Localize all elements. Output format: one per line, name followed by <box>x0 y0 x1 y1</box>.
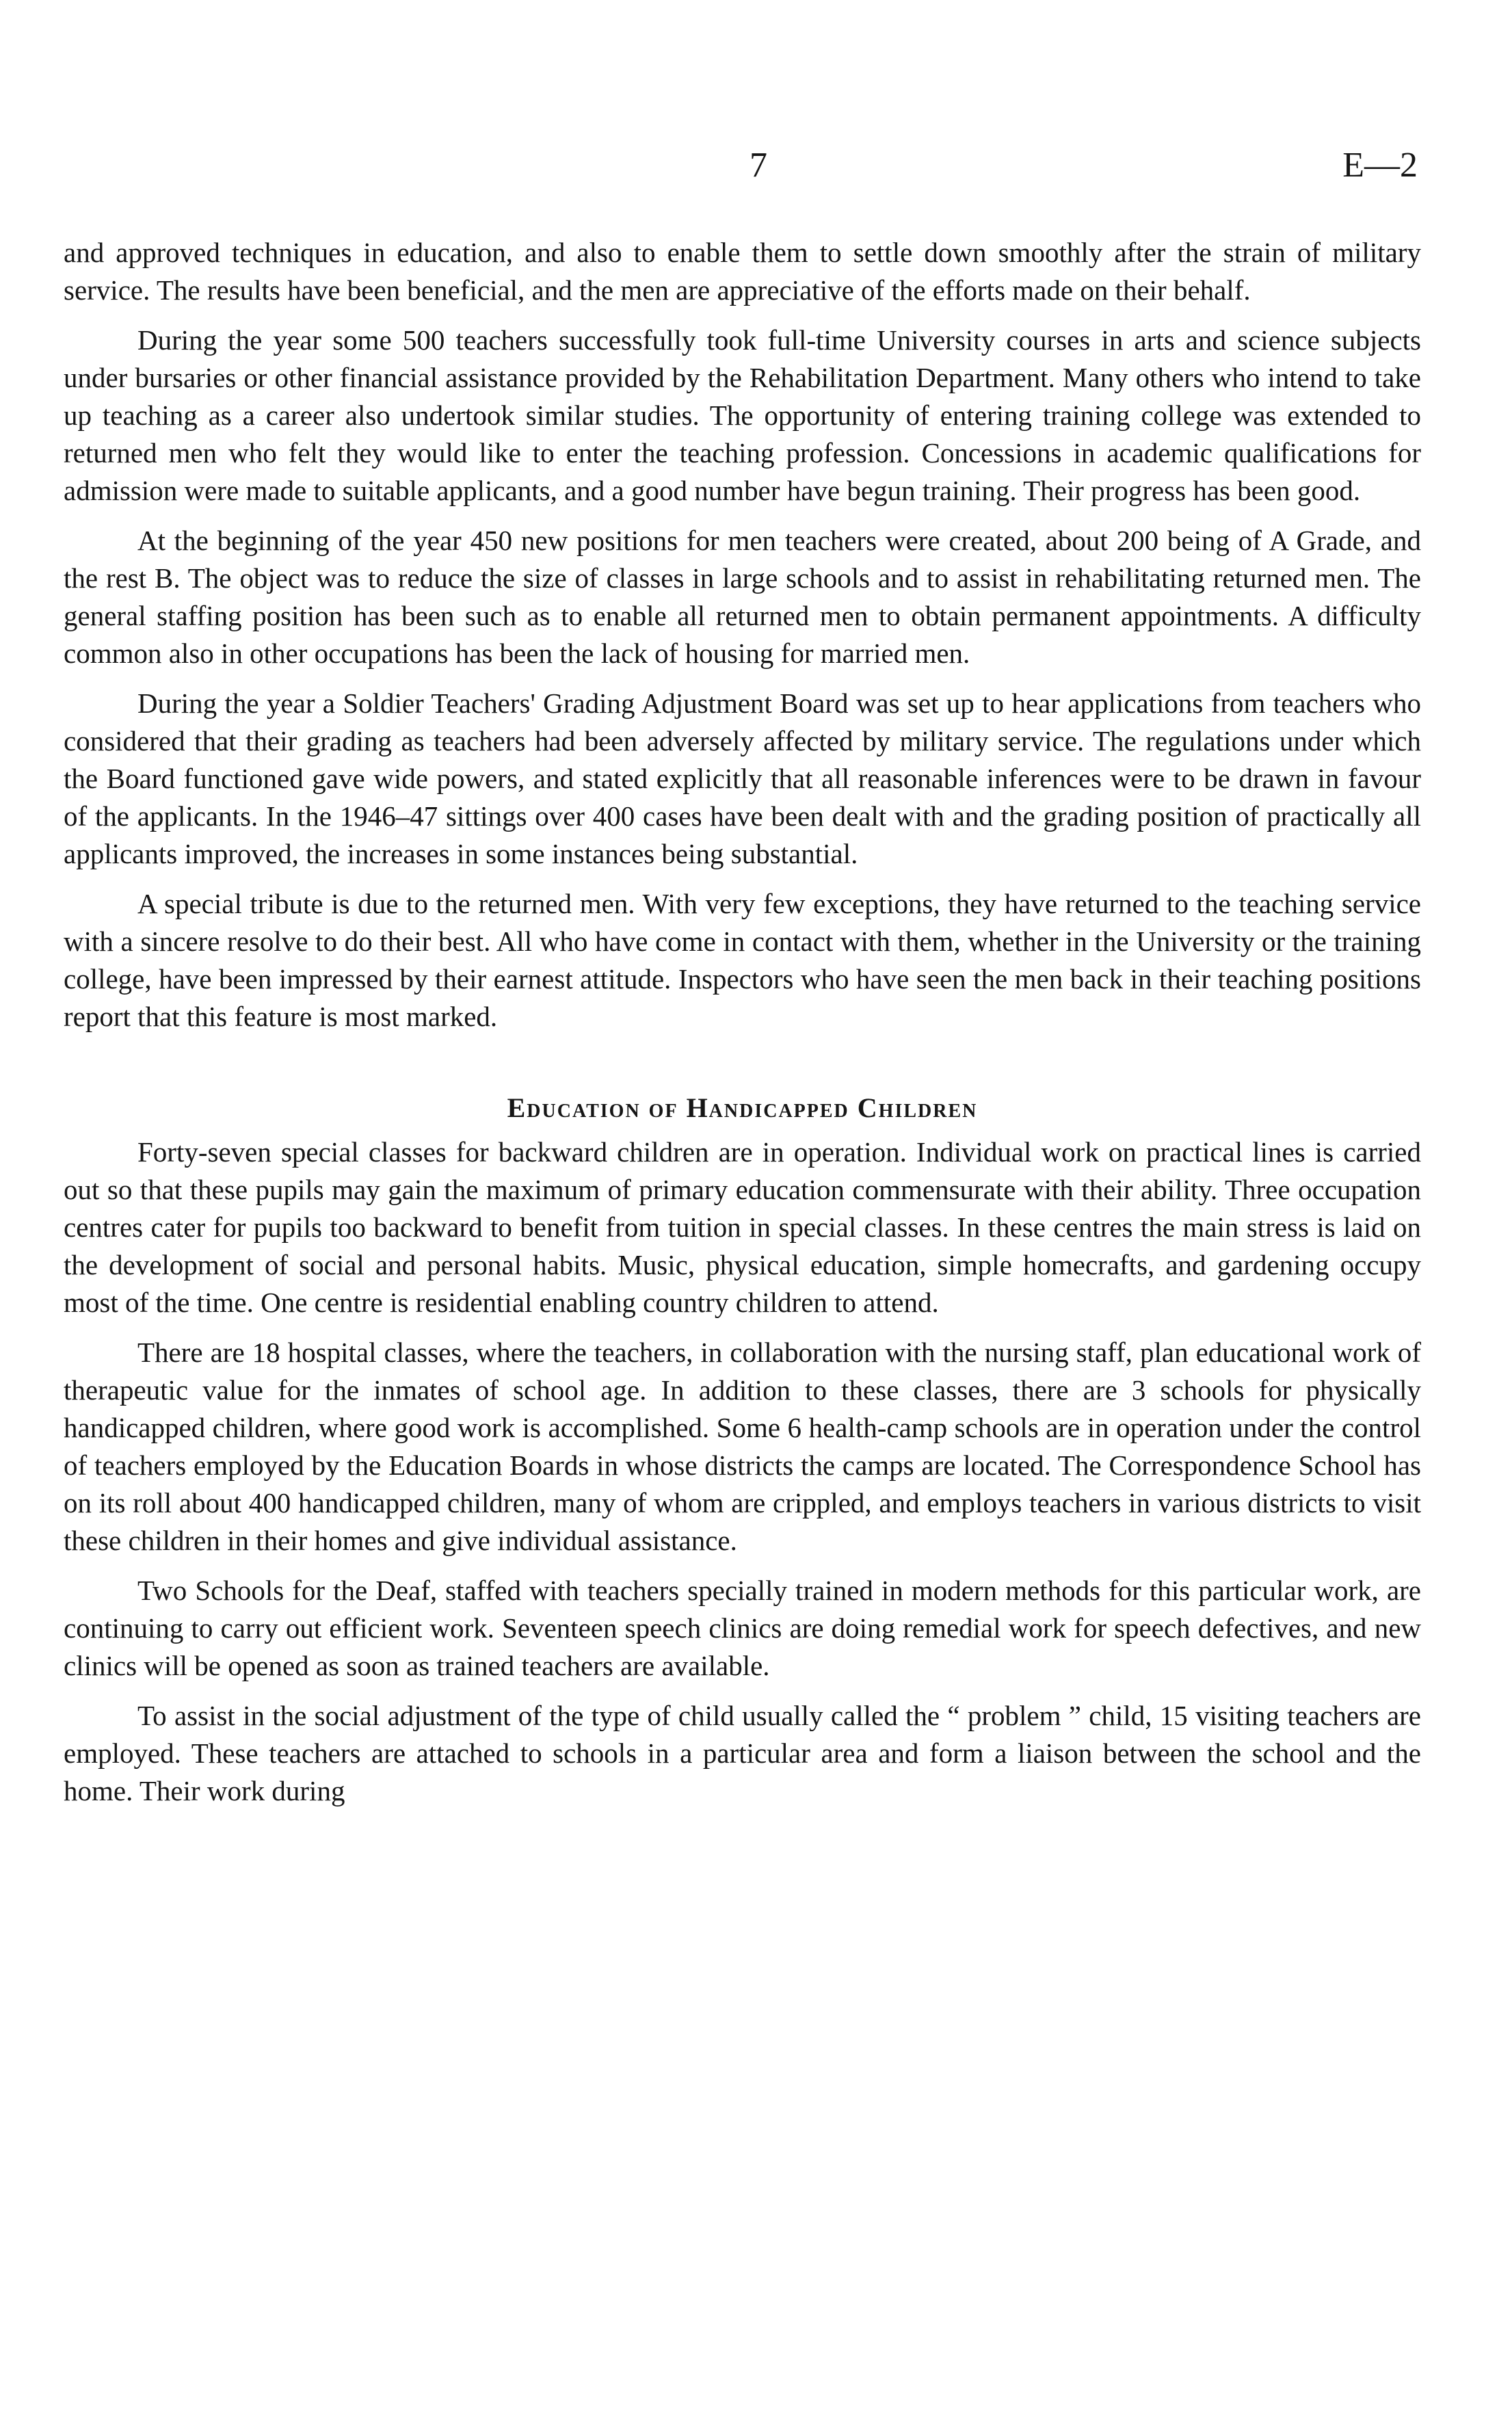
paragraph: Forty-seven special classes for backward children are in operation. Individual work on practical lines is carried out so that these pupils may gain the maximum of primary education commensurate with their ability. Three occupation centres cater for pupils too backward to benefit from tuition in special classes. In these centres the main stress is laid on the development of social and personal habits. Music, physical education, simple homecrafts, and gardening occupy most of the time. One centre is residential enabling country children to attend. <box>64 1136 1421 1318</box>
paragraph: There are 18 hospital classes, where the teachers, in collaboration with the nursing staff, plan educational work of therapeutic value for the inmates of school age. In addition to these classes, there are 3 schools for physically handicapped children, where good work is accomplished. Some 6 health-camp schools are in operation under the control of teachers employed by the Education Boards in whose districts the camps are located. The Correspondence School has on its roll about 400 handicapped children, many of whom are crippled, and employs teachers in various districts to visit these children in their homes and give individual assistance. <box>64 1337 1421 1556</box>
paragraph: and approved techniques in education, and also to enable them to settle down smoothly after the strain of military service. The results have been beneficial, and the men are appreciative of the efforts made on their behalf. <box>64 237 1421 306</box>
paragraph: During the year some 500 teachers successfully took full-time University courses in arts and science subjects under bursaries or other financial assistance provided by the Rehabilitation Department. Many others who intend to take up teaching as a career also undertook similar studies. The opportunity of entering training college was extended to returned men who felt they would like to enter the teaching profession. Concessions in academic qualifications for admission were made to suitable applicants, and a good number have begun training. Their progress has been good. <box>64 324 1421 506</box>
paragraph: To assist in the social adjustment of the type of child usually called the “ problem ” child, 15 visiting teachers are employed. These teachers are attached to schools in a particular area and form a liaison between the school and the home. Their work during <box>64 1700 1421 1806</box>
paragraph: At the beginning of the year 450 new positions for men teachers were created, about 200 being of A Grade, and the rest B. The object was to reduce the size of classes in large schools and to assist in rehabilitating returned men. The general staffing position has been such as to enable all returned men to obtain permanent appointments. A difficulty common also in other occupations has been the lack of housing for married men. <box>64 525 1421 669</box>
paragraph: A special tribute is due to the returned men. With very few exceptions, they have returned to the teaching service with a sincere resolve to do their best. All who have come in contact with them, whether in the University or the training college, have been impressed by their earnest attitude. Inspectors who have seen the men back in their teaching positions report that this feature is most marked. <box>64 888 1421 1032</box>
body-text <box>64 234 1421 1822</box>
section-heading: Education of Handicapped Children <box>507 1092 978 1123</box>
page-number: 7 <box>750 146 767 185</box>
paragraph: Two Schools for the Deaf, staffed with teachers specially trained in modern methods for this particular work, are continuing to carry out efficient work. Seventeen speech clinics are doing remedial work for speech defectives, and new clinics will be opened as soon as trained teachers are available. <box>64 1575 1421 1681</box>
paragraph: During the year a Soldier Teachers' Grading Adjustment Board was set up to hear applications from teachers who considered that their grading as teachers had been adversely affected by military service. The regulations under which the Board functioned gave wide powers, and stated explicitly that all reasonable inferences were to be drawn in favour of the applicants. In the 1946–47 sittings over 400 cases have been dealt with and the grading position of practically all applicants improved, the increases in some instances being substantial. <box>64 687 1421 869</box>
page-header <box>0 145 1512 193</box>
document-reference: E—2 <box>1342 146 1418 185</box>
